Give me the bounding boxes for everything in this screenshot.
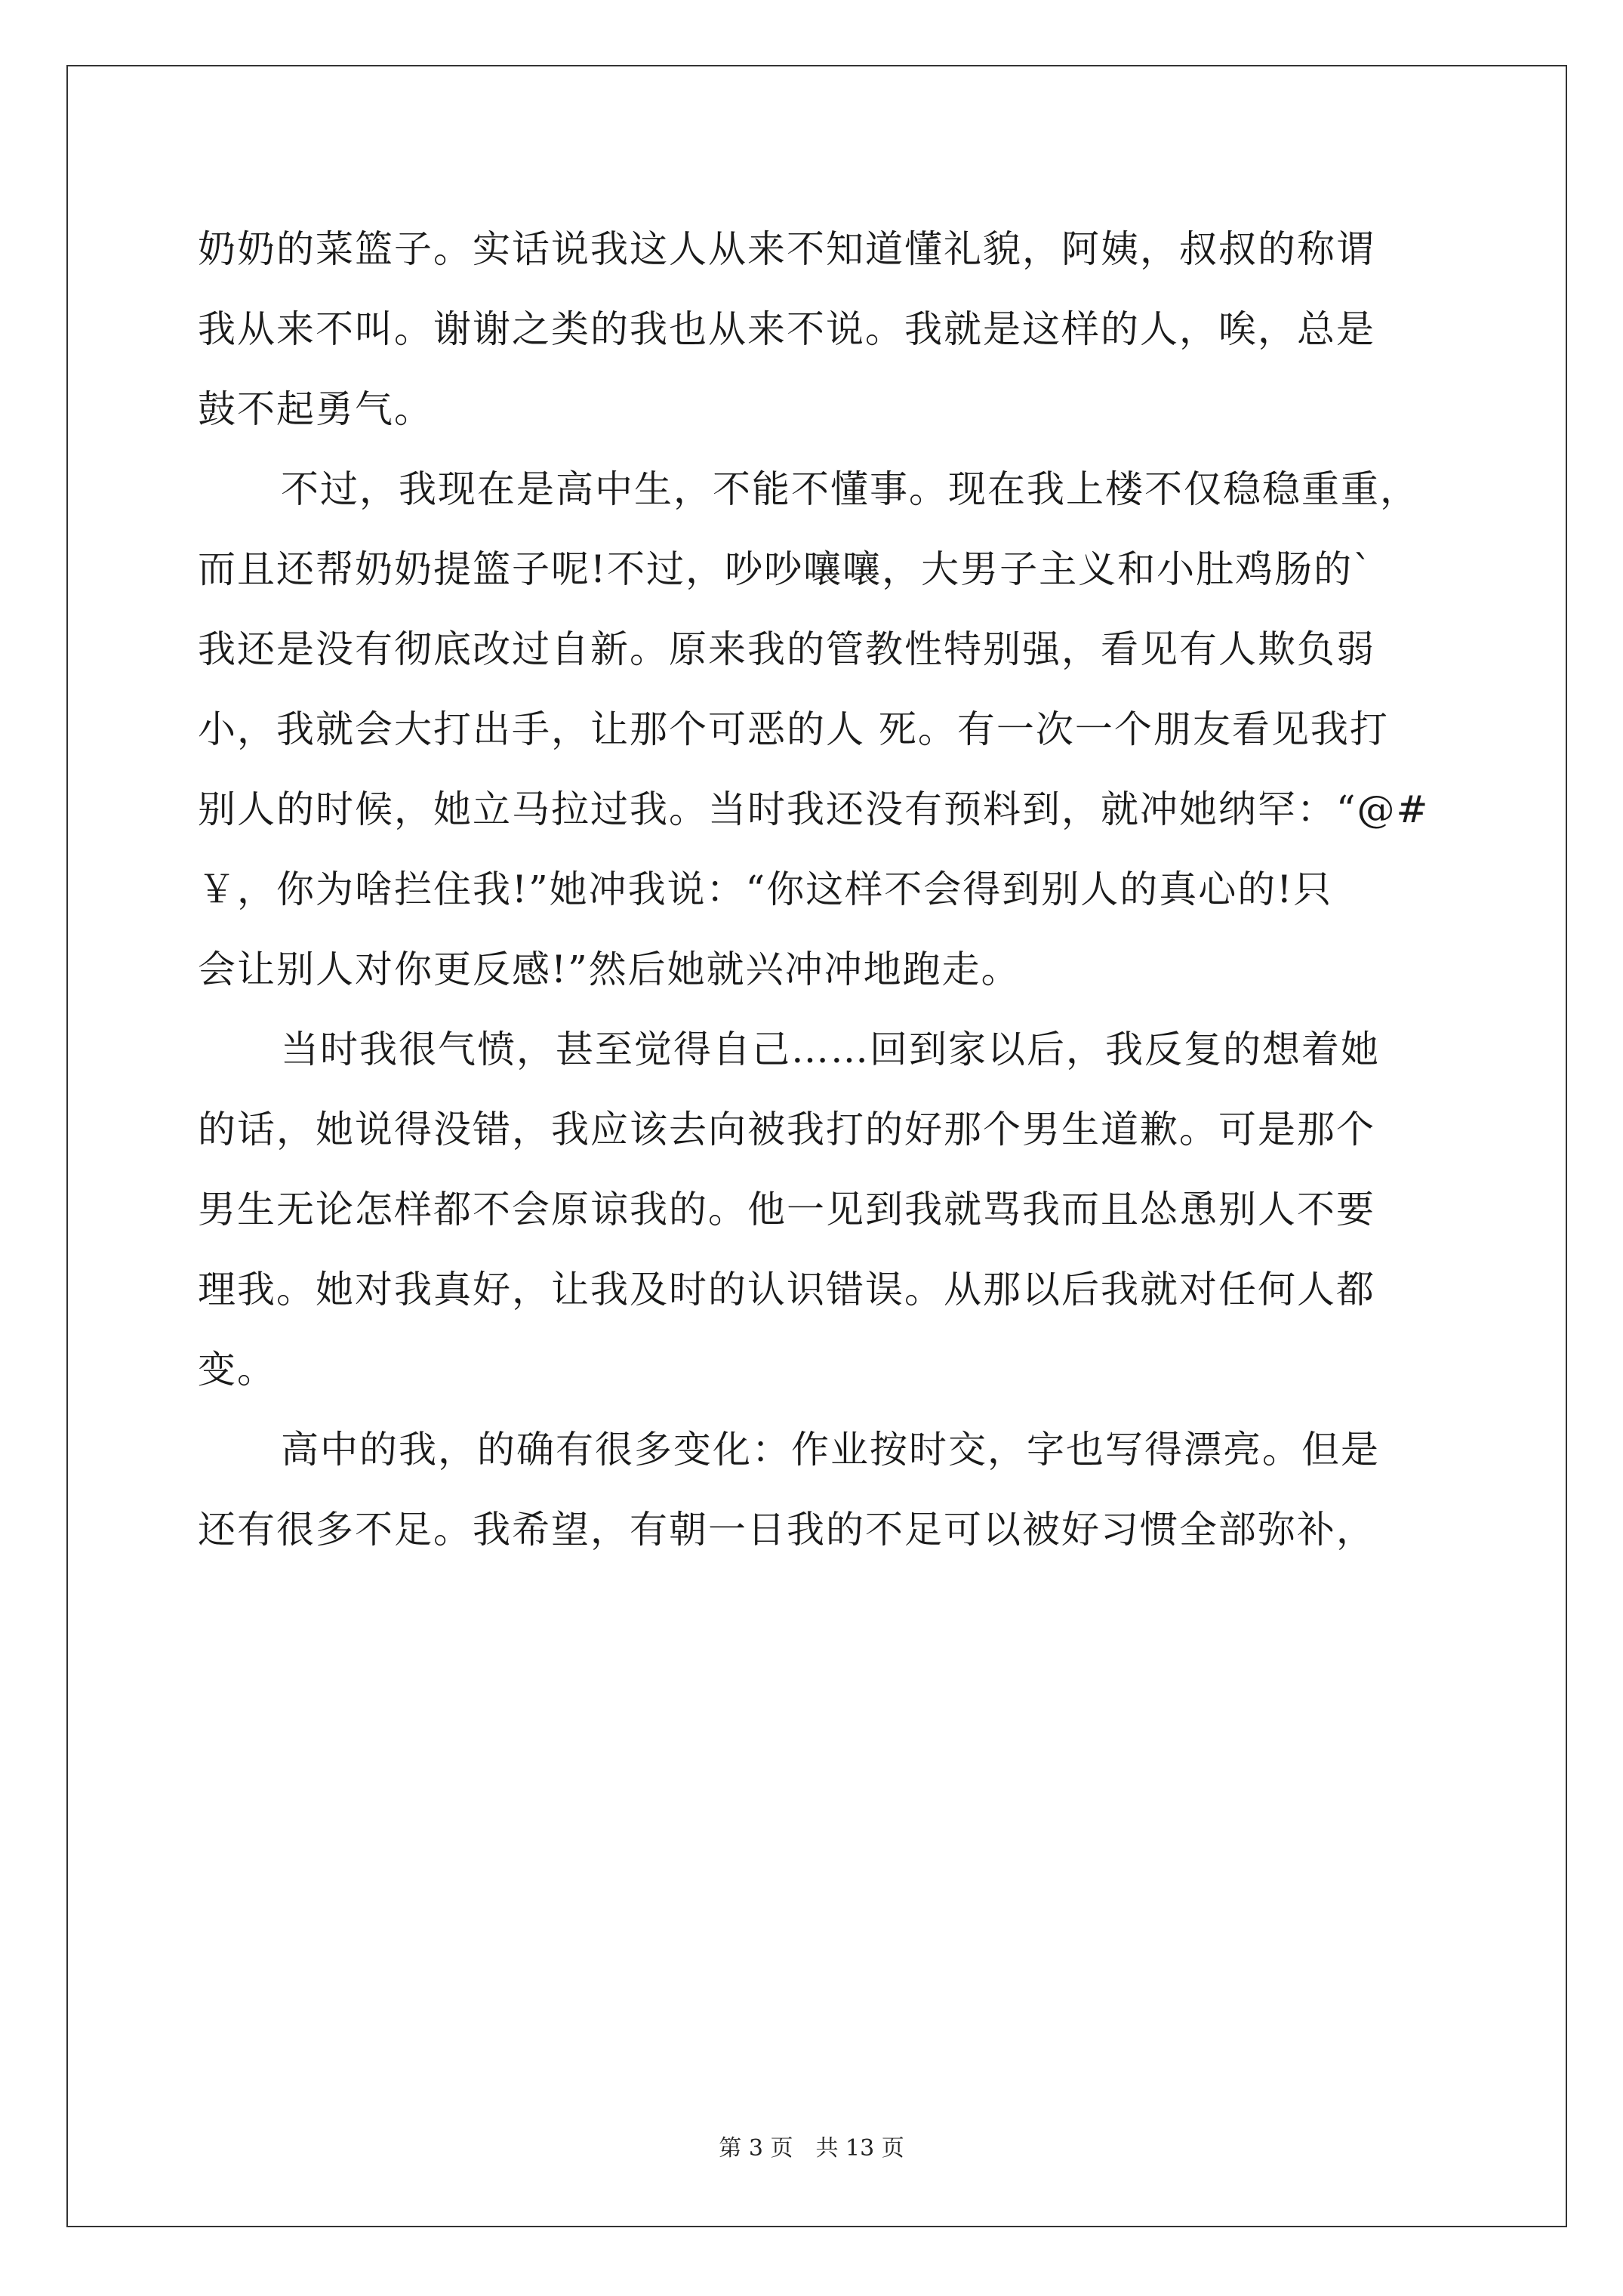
text-line: 鼓不起勇气。 (198, 387, 433, 431)
text-line: 的话，她说得没错，我应该去向被我打的好那个男生道歉。可是那个 (198, 1108, 1375, 1151)
text-line: 变。 (198, 1348, 276, 1391)
text-line: 理我。她对我真好，让我及时的认识错误。从那以后我就对任何人都 (198, 1268, 1375, 1311)
page-number-footer: 第 3 页 共 13 页 (719, 2135, 904, 2162)
text-line: 我还是没有彻底改过自新。原来我的管教性特别强，看见有人欺负弱 (198, 627, 1375, 671)
text-line: 男生无论怎样都不会原谅我的。他一见到我就骂我而且怂恿别人不要 (198, 1188, 1375, 1231)
paragraph-start-line: 当时我很气愤，甚至觉得自己……回到家以后，我反复的想着她 (281, 1028, 1380, 1071)
text-line: 而且还帮奶奶提篮子呢!不过，吵吵嚷嚷，大男子主义和小肚鸡肠的` (198, 547, 1374, 591)
text-line: ￥，你为啥拦住我!”她冲我说：“你这样不会得到别人的真心的!只 (198, 868, 1333, 911)
text-line: 小，我就会大打出手，让那个可恶的人 死。有一次一个朋友看见我打 (198, 707, 1389, 751)
text-line: 还有很多不足。我希望，有朝一日我的不足可以被好习惯全部弥补， (198, 1508, 1375, 1552)
text-line: 奶奶的菜篮子。实话说我这人从来不知道懂礼貌，阿姨，叔叔的称谓 (198, 227, 1375, 271)
text-line: 别人的时候，她立马拉过我。当时我还没有预料到，就冲她纳罕：“@# (198, 787, 1430, 831)
text-line: 会让别人对你更反感!”然后她就兴冲冲地跑走。 (198, 948, 1021, 991)
paragraph-start-line: 不过，我现在是高中生，不能不懂事。现在我上楼不仅稳稳重重， (281, 467, 1419, 511)
text-line: 我从来不叫。谢谢之类的我也从来不说。我就是这样的人，唉，总是 (198, 307, 1375, 351)
paragraph-start-line: 高中的我，的确有很多变化：作业按时交，字也写得漂亮。但是 (281, 1428, 1380, 1472)
